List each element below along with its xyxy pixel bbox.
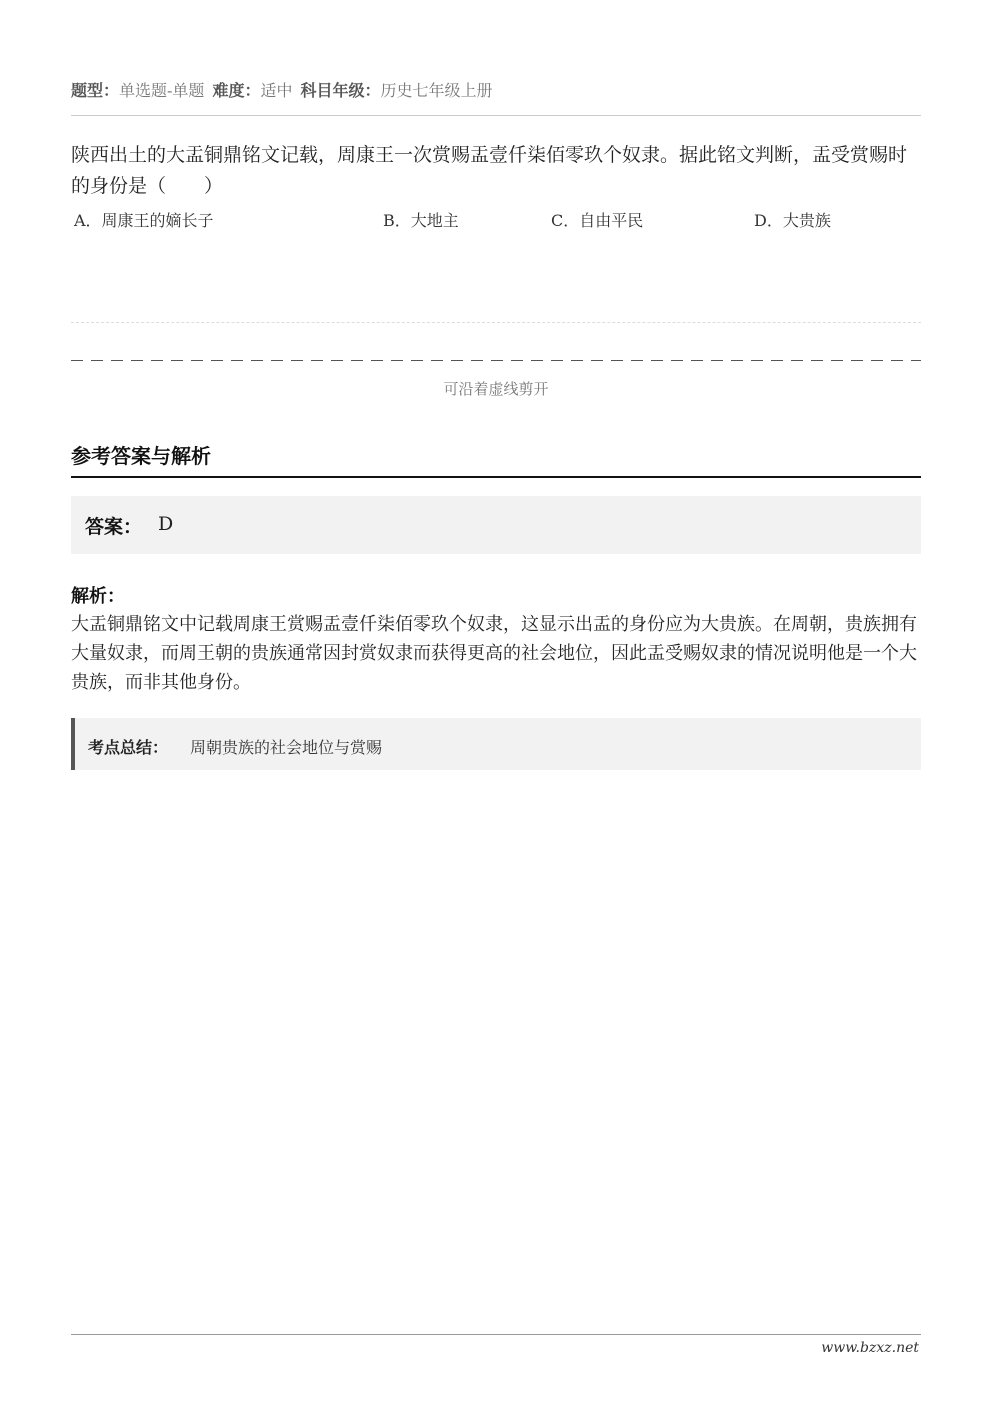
subject-label: 科目年级： (300, 81, 381, 100)
difficulty-value: 适中 (260, 81, 293, 100)
footer-site: www.bzxz.net (821, 1340, 919, 1356)
answer-label: 答案： (85, 516, 143, 538)
option-d: D．大贵族 (754, 211, 831, 230)
answer-box (71, 496, 921, 554)
cut-hint: 可沿着虚线剪开 (443, 380, 549, 398)
analysis-text: 大盂铜鼎铭文中记载周康王赏赐盂壹仟柒佰零玖个奴隶，这显示出盂的身份应为大贵族。在周朝，贵族拥有大量奴隶，而周王朝的贵族通常因封赏奴隶而获得更高的社会地位，因此盂受赐奴隶的情况说明他是一个大贵族，而非其他身份。 (71, 614, 917, 693)
footer-divider (71, 1334, 921, 1335)
light-dashed-divider (71, 322, 921, 323)
type-label: 题型： (71, 81, 120, 100)
solution-divider (71, 476, 921, 478)
analysis-label: 解析： (71, 586, 125, 607)
header-divider (71, 115, 921, 116)
cut-line (71, 360, 921, 361)
option-a: A．周康王的嫡长子 (74, 211, 214, 230)
key-point-box (71, 718, 921, 770)
solution-title: 参考答案与解析 (71, 444, 211, 468)
type-value: 单选题-单题 (119, 81, 205, 100)
question-meta (71, 78, 493, 101)
key-point-text: 周朝贵族的社会地位与赏赐 (190, 738, 383, 757)
question-stem: 陕西出土的大盂铜鼎铭文记载，周康王一次赏赐盂壹仟柒佰零玖个奴隶。据此铭文判断，盂受赏赐时的身份是（ ） (71, 144, 908, 197)
difficulty-label: 难度： (212, 81, 261, 100)
answer-value: D (158, 513, 174, 535)
subject-value: 历史七年级上册 (380, 81, 493, 100)
option-c: C．自由平民 (551, 211, 644, 230)
option-b: B．大地主 (383, 211, 459, 230)
key-point-label: 考点总结： (88, 738, 169, 757)
